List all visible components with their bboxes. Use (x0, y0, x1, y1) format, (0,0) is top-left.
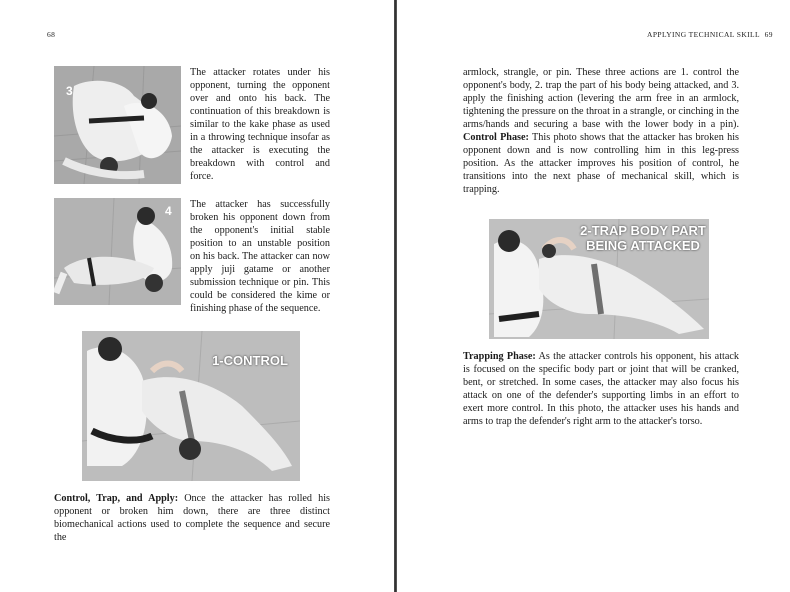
text-control-trap-apply: Once the attacker has rolled his opponent or broken him down, there are three distinct biomechanical actions used to complete the sequence and secure the (54, 493, 330, 543)
judo-breakdown-illustration (54, 198, 181, 305)
caption-trap-line2: BEING ATTACKED (586, 238, 700, 253)
heading-control-phase: Control Phase: (463, 132, 529, 143)
paragraph-step-4: The attacker has successfully broken his opponent down from the opponent's initial stable position to an unstable position on his back. The attacker can now apply juji gatame or another submission technique or pin. This could be considered the kime or finishing phase of the sequence. (190, 199, 330, 314)
right-page (397, 0, 790, 592)
caption-control: 1-CONTROL (212, 353, 288, 368)
photo-trap-phase (489, 219, 709, 339)
running-head (647, 30, 773, 39)
text-trapping-phase: As the attacker controls his opponent, his attack is focused on the specific body part or joint that will be cranked, bent, or stretched. In some cases, the attacker may also focus his attack on one of the defender's supporting limbs in an effort to exert more control. In this photo, the attacker uses his hands and arms to trap the defender's right arm to the attacker's torso. (463, 351, 739, 427)
caption-trap-line1: 2-TRAP BODY PART (580, 223, 706, 238)
judo-rotation-illustration (54, 66, 181, 184)
paragraph-control-phase (463, 66, 739, 196)
caption-trap (579, 223, 707, 253)
text-control-phase: This photo shows that the attacker has broken his opponent down and is now controlling him in this leg-press position. As the attacker improves his position of control, he transitions into the next phase of mechanical skill, which is trapping. (463, 132, 739, 195)
step-number-4: 4 (165, 204, 172, 218)
photo-step-3 (54, 66, 181, 184)
step-number-3: 3 (66, 84, 73, 98)
paragraph-control-trap-apply (54, 492, 330, 544)
paragraph-trapping-phase (463, 350, 739, 428)
heading-control-trap-apply: Control, Trap, and Apply: (54, 493, 179, 504)
heading-trapping-phase: Trapping Phase: (463, 351, 536, 362)
running-head-title: APPLYING TECHNICAL SKILL (647, 30, 761, 39)
photo-step-4 (54, 198, 181, 305)
text-three-actions: armlock, strangle, or pin. These three actions are 1. control the opponent's body, 2. trap the part of his body being attacked, and 3. apply the finishing action (levering the arm free in an armlock, tightening the pressure on the throat in a strangle, or cinching in the arms/hands and securing a base with the lower body in a pin). (463, 67, 739, 130)
left-page (0, 0, 394, 592)
paragraph-step-3: The attacker rotates under his opponent, turning the opponent over and onto his back. The continuation of this breakdown is similar to the kake phase as used in a throwing technique insofar as the attacker is executing the breakdown with control and force. (190, 67, 330, 182)
page-number-left: 68 (47, 30, 56, 39)
photo-control-phase (82, 331, 300, 481)
page-number-right: 69 (764, 30, 773, 39)
